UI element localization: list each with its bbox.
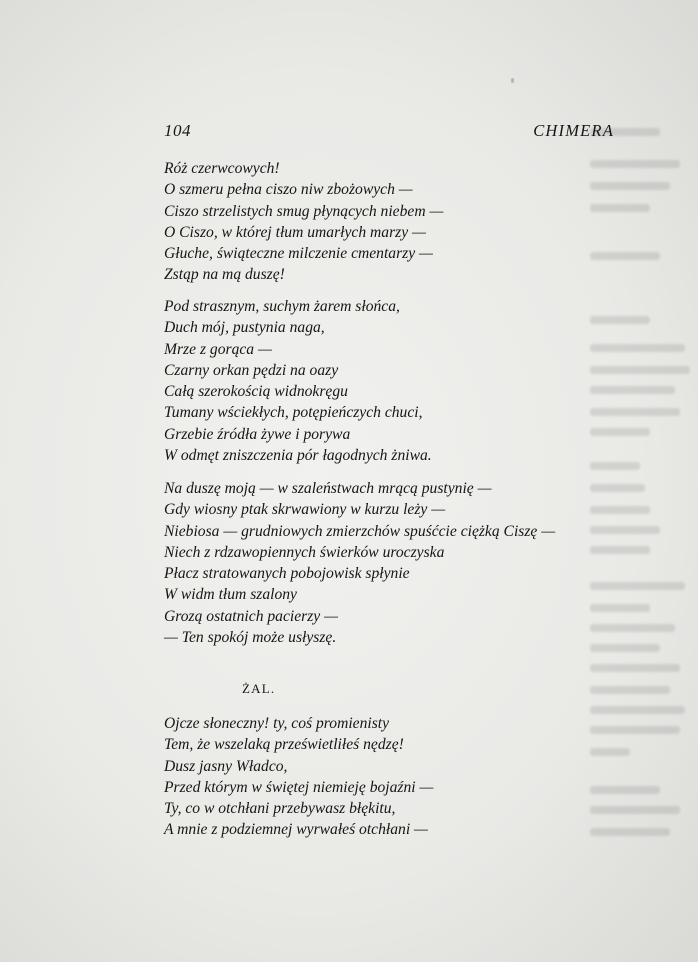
verse-line: Mrze z gorąca —: [164, 340, 272, 358]
verse-line: Gdy wiosny ptak skrwawiony w kurzu leży —: [164, 501, 446, 519]
page-number: 104: [164, 121, 191, 140]
bleed-through-line: [590, 664, 680, 672]
verse-line: Grozą ostatnich pacierzy —: [164, 607, 338, 625]
verse-line: Ty, co w otchłani przebywasz błękitu,: [164, 800, 396, 818]
verse-line: Płacz stratowanych pobojowisk spłynie: [164, 565, 410, 583]
verse-line: Ciszo strzelistych smug płynących niebem —: [164, 202, 444, 220]
verse-line: — Ten spokój może usłyszę.: [164, 629, 337, 647]
verse-line: A mnie z podziemnej wyrwałeś otchłani —: [164, 821, 428, 839]
verse-line: W odmęt zniszczenia pór łagodnych żniwa.: [164, 447, 432, 465]
verse-line: Róż czerwcowych!: [164, 160, 280, 177]
verse-line: Grzebie źródła żywe i porywa: [164, 425, 351, 443]
verse-line: Głuche, świąteczne milczenie cmentarzy —: [164, 245, 433, 263]
bleed-through-line: [590, 686, 670, 694]
verse-line: Duch mój, pustynia naga,: [164, 319, 325, 337]
verse-line: Ojcze słoneczny! ty, coś promienisty: [164, 715, 390, 732]
poem-title: ŻAL.: [242, 681, 276, 696]
poem-2-stanza: [164, 713, 624, 841]
verse-line: Niebiosa — grudniowych zmierzchów spuśćcie ciężką Ciszę —: [164, 522, 556, 540]
verse-line: O Ciszo, w której tłum umarłych marzy —: [164, 223, 426, 241]
verse-line: Dusz jasny Władco,: [164, 757, 288, 775]
verse-line: O szmeru pełna ciszo niw zbożowych —: [164, 181, 413, 199]
verse-line: Tumany wściekłych, potępieńczych chuci,: [164, 404, 423, 422]
verse-line: Zstąp na mą duszę!: [164, 266, 285, 284]
verse-line: Czarny orkan pędzi na oazy: [164, 361, 339, 379]
running-title: CHIMERA: [533, 121, 614, 140]
paper-speck: [511, 78, 514, 83]
verse-line: Tem, że wszelaką prześwietliłeś nędzę!: [164, 736, 404, 754]
page-header: [164, 121, 614, 145]
stanza-3: [164, 478, 624, 648]
verse-line: Przed którym w świętej niemieję bojaźni —: [164, 778, 434, 796]
stanza-2: [164, 296, 624, 466]
verse-line: Niech z rdzawopiennych świerków uroczyska: [164, 543, 445, 561]
verse-line: Na duszę moją — w szaleństwach mrącą pustynię —: [164, 480, 492, 497]
verse-line: Całą szerokością widnokręgu: [164, 383, 348, 401]
verse-line: Pod strasznym, suchym żarem słońca,: [164, 298, 400, 315]
stanza-1: [164, 158, 624, 286]
verse-line: W widm tłum szalony: [164, 586, 297, 604]
